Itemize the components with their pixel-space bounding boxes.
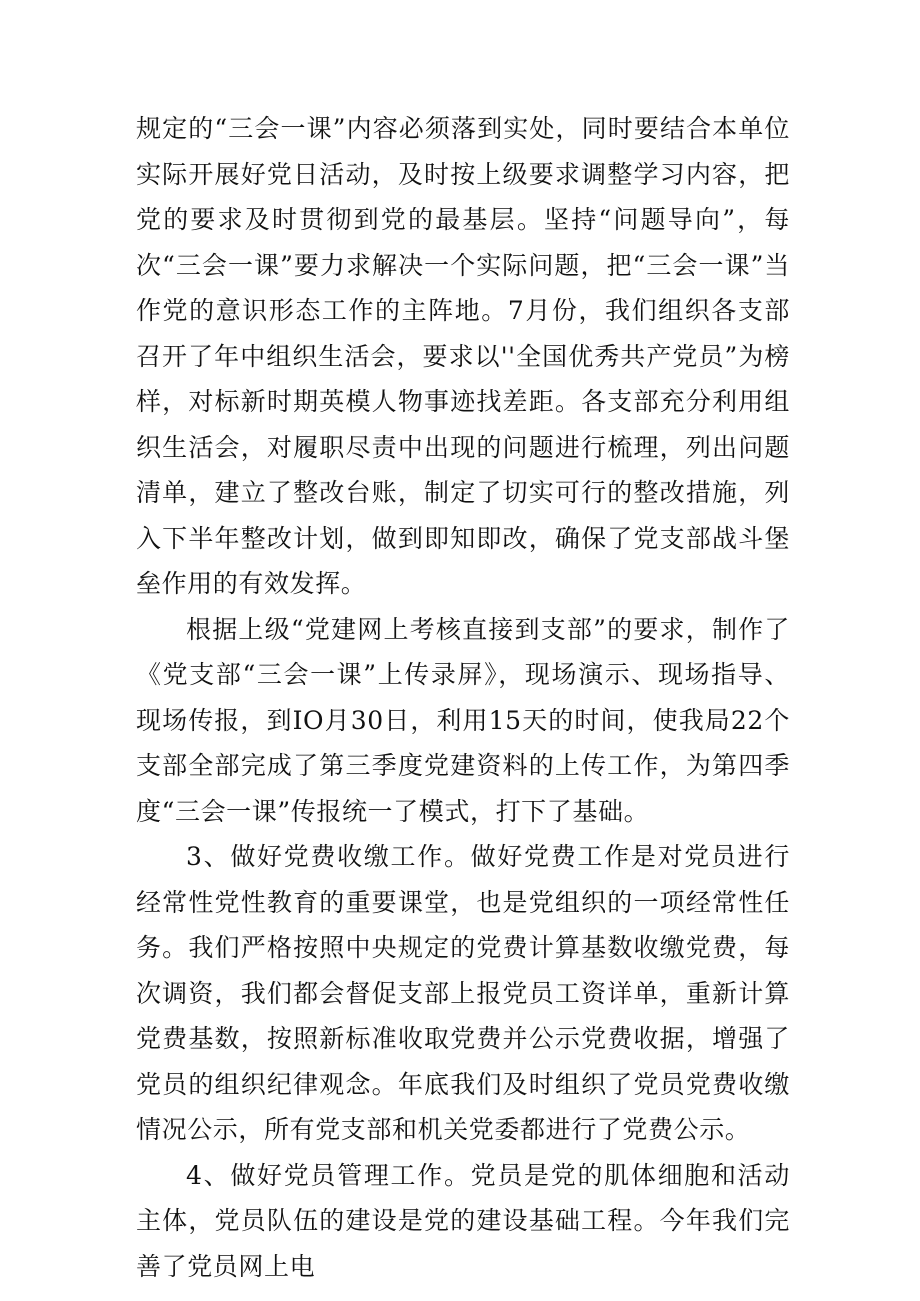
paragraph-4: 4、做好党员管理工作。党员是党的肌体细胞和活动主体，党员队伍的建设是党的建设基础工程。今年我们完善了党员网上电	[136, 1160, 790, 1281]
paragraph-2: 根据上级“党建网上考核直接到支部”的要求，制作了《党支部“三会一课”上传录屏》，现场演示、现场指导、现场传报，到IO月30日，利用15天的时间，使我局22个支部全部完成了第三季度党建资料的上传工作，为第四季度“三会一课”传报统一了模式，打下了基础。	[136, 614, 790, 826]
paragraph-3: 3、做好党费收缴工作。做好党费工作是对党员进行经常性党性教育的重要课堂，也是党组织的一项经常性任务。我们严格按照中央规定的党费计算基数收缴党费，每次调资，我们都会督促支部上报党员工资详单，重新计算党费基数，按照新标准收取党费并公示党费收据，增强了党员的组织纪律观念。年底我们及时组织了党员党费收缴情况公示，所有党支部和机关党委都进行了党费公示。	[136, 842, 790, 1144]
document-body	[136, 106, 790, 1289]
paragraph-1: 规定的“三会一课”内容必须落到实处，同时要结合本单位实际开展好党日活动，及时按上级要求调整学习内容，把党的要求及时贯彻到党的最基层。坚持“问题导向”，每次“三会一课”要力求解决一个实际问题，把“三会一课”当作党的意识形态工作的主阵地。7月份，我们组织各支部召开了年中组织生活会，要求以''全国优秀共产党员”为榜样，对标新时期英模人物事迹找差距。各支部充分利用组织生活会，对履职尽责中出现的问题进行梳理，列出问题清单，建立了整改台账，制定了切实可行的整改措施，列入下半年整改计划，做到即知即改，确保了党支部战斗堡垒作用的有效发挥。	[136, 114, 790, 598]
